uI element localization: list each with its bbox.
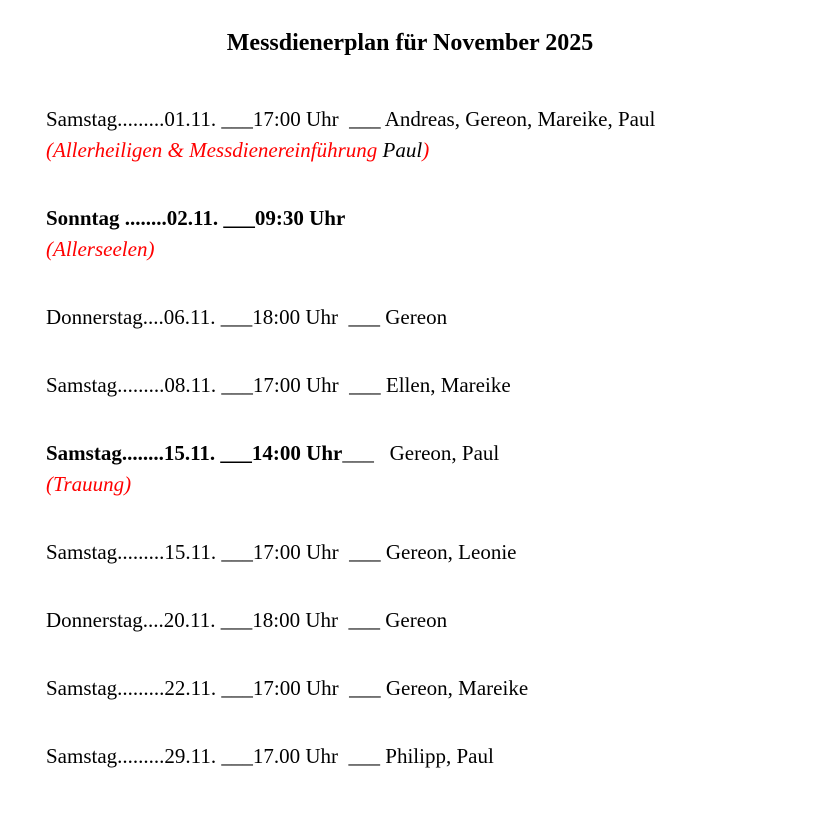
entry-line-segment: Donnerstag....06.11. ___18:00 Uhr ___ Gereon (46, 305, 448, 329)
schedule-list (46, 104, 774, 772)
entry-note-segment: (Allerseelen) (46, 237, 155, 261)
entry-line (46, 302, 774, 333)
schedule-entry (46, 203, 774, 265)
entry-note-segment: (Trauung) (46, 472, 132, 496)
entry-note-segment: Paul (382, 138, 423, 162)
schedule-entry (46, 741, 774, 772)
entry-note (46, 469, 774, 500)
entry-line (46, 104, 774, 135)
entry-line-segment: ___ Gereon, Paul (342, 441, 500, 465)
entry-line-segment: Samstag.........01.11. ___17:00 Uhr ___ Andreas, Gereon, Mareike, Paul (46, 107, 656, 131)
schedule-entry (46, 104, 774, 166)
schedule-entry (46, 438, 774, 500)
schedule-entry (46, 605, 774, 636)
entry-line (46, 673, 774, 704)
entry-line-segment: Sonntag ........02.11. ___09:30 Uhr (46, 206, 346, 230)
schedule-entry (46, 370, 774, 401)
entry-line-segment: Samstag.........15.11. ___17:00 Uhr ___ Gereon, Leonie (46, 540, 517, 564)
entry-line (46, 741, 774, 772)
page-title: Messdienerplan für November 2025 (226, 30, 594, 56)
entry-line-segment: Samstag.........08.11. ___17:00 Uhr ___ Ellen, Mareike (46, 373, 511, 397)
entry-note-segment: ) (422, 138, 430, 162)
entry-line-segment: Samstag.........29.11. ___17.00 Uhr ___ Philipp, Paul (46, 744, 494, 768)
entry-line-segment: Samstag........15.11. ___14:00 Uhr (46, 441, 343, 465)
entry-line (46, 438, 774, 469)
entry-note (46, 135, 774, 166)
entry-note-segment: (Allerheiligen & Messdienereinführung (46, 138, 383, 162)
schedule-entry (46, 673, 774, 704)
entry-line-segment: Donnerstag....20.11. ___18:00 Uhr ___ Gereon (46, 608, 448, 632)
entry-line (46, 605, 774, 636)
entry-line (46, 370, 774, 401)
schedule-entry (46, 302, 774, 333)
entry-line (46, 537, 774, 568)
schedule-entry (46, 537, 774, 568)
entry-note (46, 234, 774, 265)
entry-line-segment: Samstag.........22.11. ___17:00 Uhr ___ Gereon, Mareike (46, 676, 529, 700)
entry-line (46, 203, 774, 234)
